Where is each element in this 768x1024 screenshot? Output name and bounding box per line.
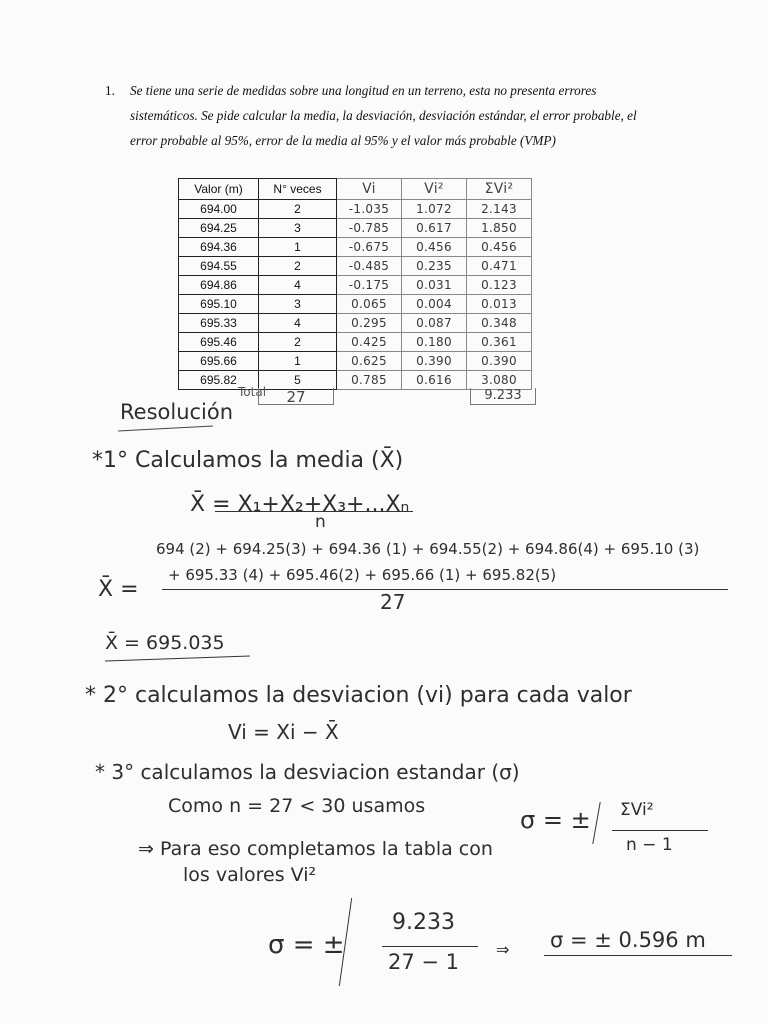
total-label: Total	[238, 385, 267, 399]
resolution-underline	[118, 426, 213, 432]
sigma-formula-denominator: n − 1	[626, 835, 673, 855]
mean-formula-fraction-line	[215, 511, 413, 512]
cell-vi: 0.625	[337, 352, 402, 371]
cell-valor: 695.46	[179, 333, 259, 352]
cell-vi2: 0.235	[402, 257, 467, 276]
cell-vi2: 0.180	[402, 333, 467, 352]
cell-valor: 695.33	[179, 314, 259, 333]
cell-veces: 4	[259, 276, 337, 295]
cell-vi: 0.295	[337, 314, 402, 333]
sigma-sqrt-sign	[592, 802, 614, 844]
como-text: Como n = 27 < 30 usamos	[168, 795, 426, 817]
sigma-final-underline	[544, 955, 732, 956]
cell-sum-vi2: 2.143	[467, 200, 532, 219]
cell-vi2: 0.616	[402, 371, 467, 390]
sigma-formula-fraction-line	[612, 830, 708, 831]
col-header-sum-vi2: ΣVi²	[467, 179, 532, 200]
problem-text: Se tiene una serie de medidas sobre una longitud en un terreno, esta no presenta errores sistemáticos. Se pide calcular la media, la desviación, desviación estándar, el error probable, el error probable al 95%, error de la media al 95% y el valor más probable (VMP)	[130, 83, 637, 148]
cell-sum-vi2: 0.348	[467, 314, 532, 333]
cell-vi: -0.785	[337, 219, 402, 238]
cell-valor: 694.25	[179, 219, 259, 238]
cell-vi: -1.035	[337, 200, 402, 219]
para-text: ⇒ Para eso completamos la tabla con	[138, 838, 493, 860]
sigma-equation-numerator: 9.233	[392, 910, 455, 935]
cell-veces: 3	[259, 295, 337, 314]
cell-veces: 2	[259, 200, 337, 219]
xbar-label: X̄ =	[98, 577, 139, 602]
resolution-heading: Resolución	[120, 400, 234, 424]
table-row	[179, 352, 532, 371]
cell-sum-vi2: 3.080	[467, 371, 532, 390]
vi-formula: Vi = Xi − X̄	[228, 720, 339, 744]
mean-formula-numerator: X̄ = X₁+X₂+X₃+...Xₙ	[190, 492, 410, 517]
cell-veces: 4	[259, 314, 337, 333]
cell-valor: 695.82	[179, 371, 259, 390]
mean-result: X̄ = 695.035	[105, 632, 225, 654]
step3-heading: * 3° calculamos la desviacion estandar (σ)	[95, 760, 520, 784]
mean-result-underline	[105, 655, 250, 661]
sigma-equation-denominator: 27 − 1	[388, 950, 460, 974]
cell-veces: 2	[259, 333, 337, 352]
table-row	[179, 200, 532, 219]
implies-arrow: ⇒	[496, 940, 510, 959]
table-header-row	[179, 179, 532, 200]
cell-vi2: 0.390	[402, 352, 467, 371]
mean-formula-denominator: n	[315, 512, 326, 532]
step2-heading: * 2° calculamos la desviacion (vi) para cada valor	[85, 683, 632, 708]
col-header-vi: Vi	[337, 179, 402, 200]
cell-valor: 694.86	[179, 276, 259, 295]
measurements-table	[178, 178, 532, 390]
table-row	[179, 276, 532, 295]
step1-heading: *1° Calculamos la media (X̄)	[92, 448, 404, 473]
cell-sum-vi2: 1.850	[467, 219, 532, 238]
sigma-equation-label: σ = ±	[268, 930, 345, 960]
sigma-formula-numerator: ΣVi²	[620, 800, 654, 820]
sigma-final-result: σ = ± 0.596 m	[550, 928, 706, 952]
sum-denominator: 27	[380, 590, 406, 614]
table-row	[179, 238, 532, 257]
cell-sum-vi2: 0.361	[467, 333, 532, 352]
cell-vi2: 0.456	[402, 238, 467, 257]
cell-veces: 2	[259, 257, 337, 276]
sum-fraction-line	[162, 589, 728, 590]
cell-vi: 0.065	[337, 295, 402, 314]
cell-vi2: 0.004	[402, 295, 467, 314]
cell-vi2: 0.087	[402, 314, 467, 333]
cell-vi: -0.675	[337, 238, 402, 257]
cell-vi: 0.785	[337, 371, 402, 390]
cell-valor: 695.10	[179, 295, 259, 314]
cell-veces: 1	[259, 238, 337, 257]
total-n: 27	[258, 388, 334, 405]
table-row	[179, 257, 532, 276]
cell-sum-vi2: 0.013	[467, 295, 532, 314]
cell-valor: 694.00	[179, 200, 259, 219]
total-sum: 9.233	[470, 388, 536, 405]
cell-valor: 695.66	[179, 352, 259, 371]
table-row	[179, 333, 532, 352]
col-header-veces: N° veces	[259, 179, 337, 200]
cell-sum-vi2: 0.456	[467, 238, 532, 257]
table-row	[179, 219, 532, 238]
cell-vi: -0.485	[337, 257, 402, 276]
cell-vi: 0.425	[337, 333, 402, 352]
cell-veces: 5	[259, 371, 337, 390]
cell-vi2: 0.617	[402, 219, 467, 238]
cell-vi2: 1.072	[402, 200, 467, 219]
sigma-equation-fraction-line	[382, 946, 478, 947]
sigma-formula-label: σ = ±	[520, 806, 591, 834]
sum-line-2: + 695.33 (4) + 695.46(2) + 695.66 (1) + 695.82(5)	[168, 566, 557, 584]
table-row	[179, 314, 532, 333]
cell-sum-vi2: 0.390	[467, 352, 532, 371]
cell-valor: 694.36	[179, 238, 259, 257]
problem-statement	[105, 78, 665, 153]
cell-sum-vi2: 0.123	[467, 276, 532, 295]
sum-line-1: 694 (2) + 694.25(3) + 694.36 (1) + 694.55(2) + 694.86(4) + 695.10 (3)	[156, 540, 700, 558]
cell-sum-vi2: 0.471	[467, 257, 532, 276]
col-header-vi2: Vi²	[402, 179, 467, 200]
cell-veces: 3	[259, 219, 337, 238]
cell-valor: 694.55	[179, 257, 259, 276]
cell-vi: -0.175	[337, 276, 402, 295]
table-row	[179, 295, 532, 314]
cell-veces: 1	[259, 352, 337, 371]
table-row	[179, 371, 532, 390]
los-valores-text: los valores Vi²	[183, 864, 317, 886]
col-header-valor: Valor (m)	[179, 179, 259, 200]
problem-number: 1.	[105, 83, 115, 98]
cell-vi2: 0.031	[402, 276, 467, 295]
